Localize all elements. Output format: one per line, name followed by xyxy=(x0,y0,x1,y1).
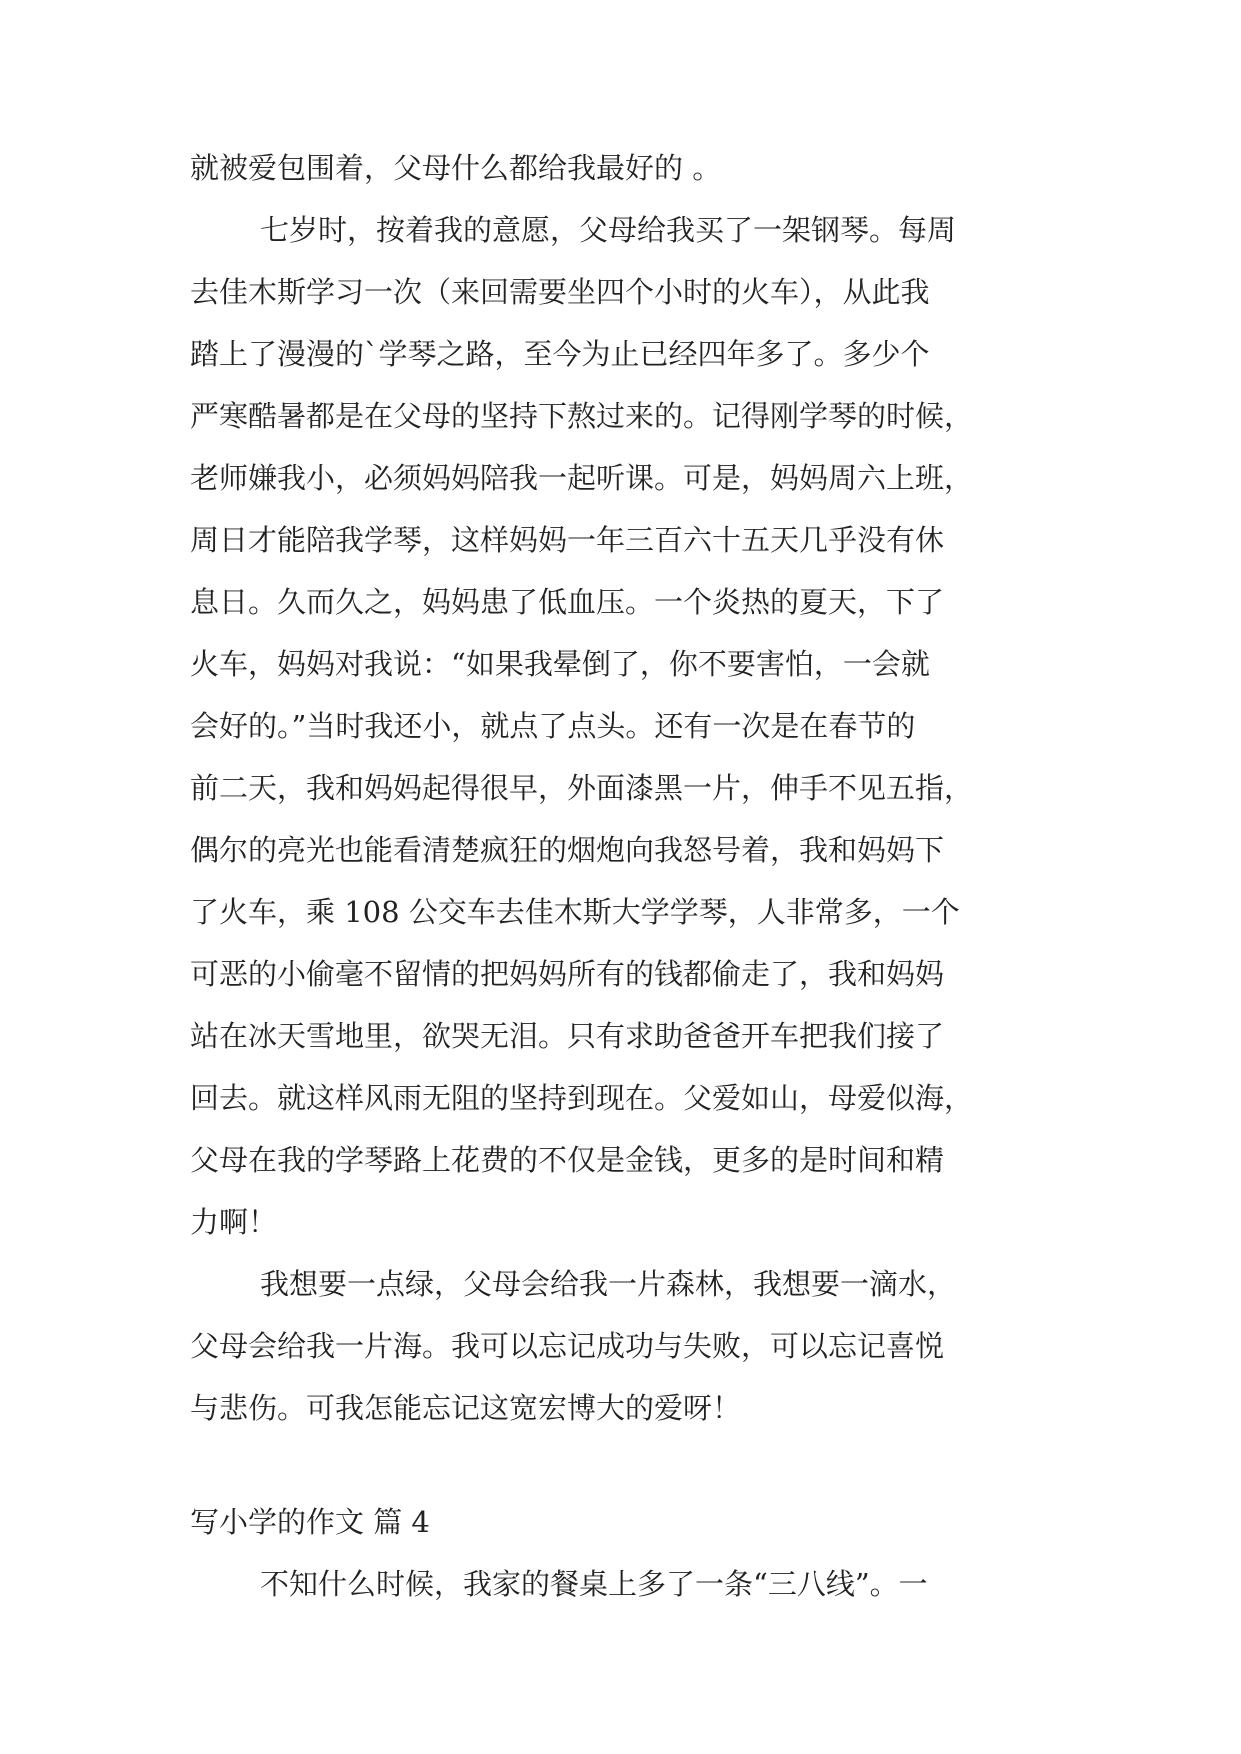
paragraph-3-line-1: 我想要一点绿，父母会给我一片森林，我想要一滴水， xyxy=(260,1267,957,1301)
paragraph-2-line-4: 严寒酷暑都是在父母的坚持下熬过来的。记得刚学琴的时候， xyxy=(190,399,974,433)
paragraph-2-line-12: 了火车，乘 108 公交车去佳木斯大学学琴，人非常多，一个 xyxy=(190,895,960,929)
section-heading: 写小学的作文 篇 4 xyxy=(190,1505,430,1539)
paragraph-2-line-6: 周日才能陪我学琴，这样妈妈一年三百六十五天几乎没有休 xyxy=(190,523,945,557)
paragraph-2-line-9: 会好的。”当时我还小，就点了点头。还有一次是在春节的 xyxy=(190,709,916,743)
paragraph-2-line-10: 前二天，我和妈妈起得很早，外面漆黑一片，伸手不见五指， xyxy=(190,771,974,805)
paragraph-2-line-7: 息日。久而久之，妈妈患了低血压。一个炎热的夏天，下了 xyxy=(190,585,945,619)
paragraph-2-line-3: 踏上了漫漫的`学琴之路，至今为止已经四年多了。多少个 xyxy=(190,337,930,371)
paragraph-2-line-8: 火车，妈妈对我说：“如果我晕倒了，你不要害怕，一会就 xyxy=(190,647,930,681)
paragraph-3-line-3: 与悲伤。可我怎能忘记这宽宏博大的爱呀！ xyxy=(190,1391,742,1425)
paragraph-1-line-1: 就被爱包围着，父母什么都给我最好的 。 xyxy=(190,151,722,185)
paragraph-4-line-1: 不知什么时候，我家的餐桌上多了一条“三八线”。一 xyxy=(260,1567,928,1601)
paragraph-2-line-15: 回去。就这样风雨无阻的坚持到现在。父爱如山，母爱似海， xyxy=(190,1081,974,1115)
paragraph-2-line-2: 去佳木斯学习一次（来回需要坐四个小时的火车），从此我 xyxy=(190,275,930,309)
paragraph-3-line-2: 父母会给我一片海。我可以忘记成功与失败，可以忘记喜悦 xyxy=(190,1329,945,1363)
paragraph-2-line-13: 可恶的小偷毫不留情的把妈妈所有的钱都偷走了，我和妈妈 xyxy=(190,957,945,991)
paragraph-2-line-16: 父母在我的学琴路上花费的不仅是金钱，更多的是时间和精 xyxy=(190,1143,945,1177)
paragraph-2-line-14: 站在冰天雪地里，欲哭无泪。只有求助爸爸开车把我们接了 xyxy=(190,1019,945,1053)
paragraph-2-line-5: 老师嫌我小，必须妈妈陪我一起听课。可是，妈妈周六上班， xyxy=(190,461,974,495)
paragraph-2-line-11: 偶尔的亮光也能看清楚疯狂的烟炮向我怒号着，我和妈妈下 xyxy=(190,833,945,867)
paragraph-2-line-1: 七岁时，按着我的意愿，父母给我买了一架钢琴。每周 xyxy=(260,213,957,247)
paragraph-2-line-17: 力啊！ xyxy=(190,1205,278,1239)
